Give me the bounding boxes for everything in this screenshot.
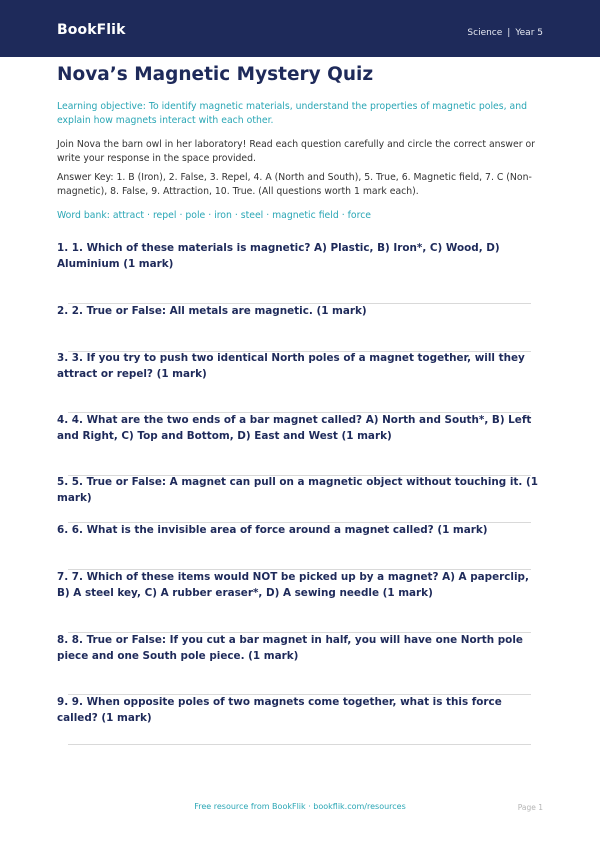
meta-separator: | xyxy=(507,28,511,38)
answer-key: Answer Key: 1. B (Iron), 2. False, 3. Repel, 4. A (North and South), 5. True, 6. Magnetic field, 7. C (Non-magnetic), 8. False, 9. Attraction, 10. True. (All questions worth 1 mark each). xyxy=(57,172,532,197)
question-6: 6. 6. What is the invisible area of force around a magnet called? (1 mark) xyxy=(57,524,488,536)
question-5: 5. 5. True or False: A magnet can pull on a magnetic object without touching it. (1 mark) xyxy=(57,476,538,504)
year-label: Year 5 xyxy=(515,28,543,38)
subject-label: Science xyxy=(467,28,503,38)
intro-text: Join Nova the barn owl in her laboratory! Read each question carefully and circle the correct answer or write your response in the space provided. xyxy=(57,139,535,164)
header-meta xyxy=(467,28,543,38)
header-bar xyxy=(0,0,600,57)
brand-logo[interactable]: BookFlik xyxy=(57,22,126,38)
question-8: 8. 8. True or False: If you cut a bar magnet in half, you will have one North pole piece and one South pole piece. (1 mark) xyxy=(57,634,523,662)
footer-link[interactable]: Free resource from BookFlik · bookflik.com/resources xyxy=(194,802,406,811)
page-title: Nova’s Magnetic Mystery Quiz xyxy=(57,64,374,85)
question-4: 4. 4. What are the two ends of a bar magnet called? A) North and South*, B) Left and Right, C) Top and Bottom, D) East and West (1 mark) xyxy=(57,414,532,442)
question-7: 7. 7. Which of these items would NOT be picked up by a magnet? A) A paperclip, B) A steel key, C) A rubber eraser*, D) A sewing needle (1 mark) xyxy=(57,571,529,599)
word-bank: Word bank: attract · repel · pole · iron · steel · magnetic field · force xyxy=(57,210,372,221)
question-1: 1. 1. Which of these materials is magnetic? A) Plastic, B) Iron*, C) Wood, D) Aluminium (1 mark) xyxy=(57,242,500,270)
learning-objective: Learning objective: To identify magnetic materials, understand the properties of magnetic poles, and explain how magnets interact with each other. xyxy=(57,101,527,126)
question-9: 9. 9. When opposite poles of two magnets come together, what is this force called? (1 mark) xyxy=(57,696,502,724)
question-3: 3. 3. If you try to push two identical North poles of a magnet together, will they attract or repel? (1 mark) xyxy=(57,352,525,380)
answer-line xyxy=(68,744,531,745)
question-2: 2. 2. True or False: All metals are magnetic. (1 mark) xyxy=(57,305,367,317)
page-number: Page 1 xyxy=(517,803,543,812)
